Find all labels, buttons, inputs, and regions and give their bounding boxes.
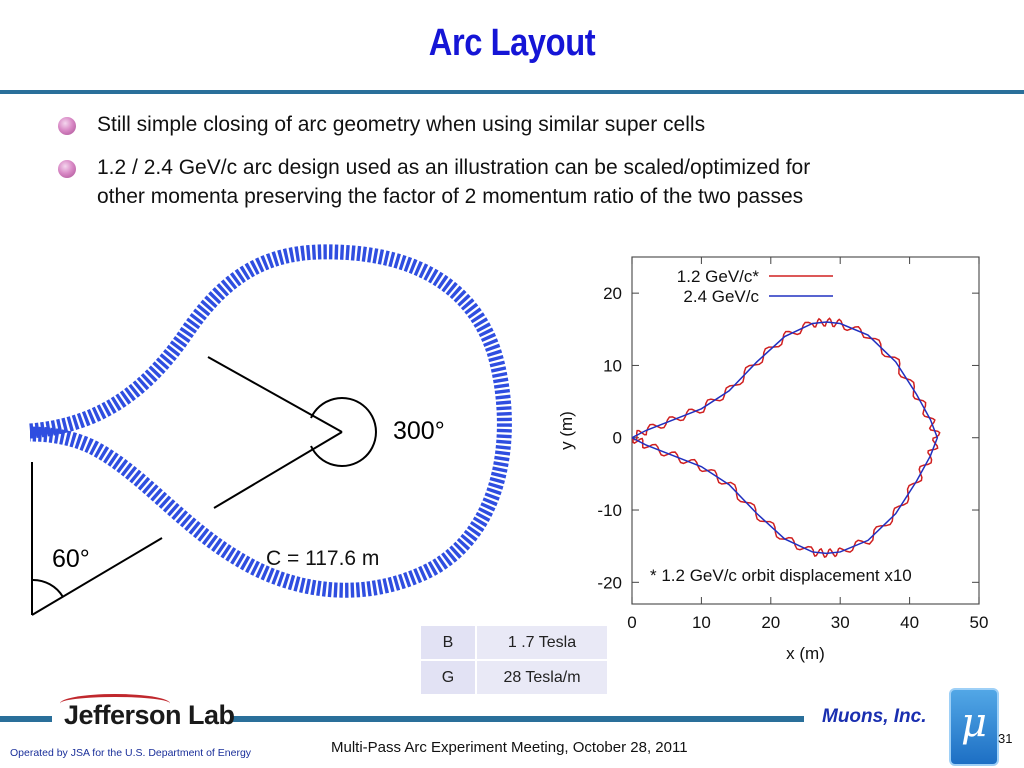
construction-line [208, 357, 342, 432]
angle-label-60: 60° [52, 545, 90, 573]
param-value: 1 .7 Tesla [476, 625, 608, 660]
slide-title: Arc Layout [428, 22, 596, 64]
series-line [632, 318, 940, 557]
y-tick-label: 20 [603, 284, 622, 304]
x-tick-label: 50 [969, 613, 989, 632]
jefferson-lab-logo: Jefferson Lab [64, 700, 235, 730]
x-tick-label: 20 [761, 613, 781, 632]
angle-arc-60 [32, 580, 63, 597]
y-tick-label: 0 [612, 428, 622, 448]
legend-label: 2.4 GeV/c [683, 287, 759, 306]
y-axis-label: y (m) [557, 411, 576, 450]
angle-label-300: 300° [393, 417, 445, 445]
x-tick-label: 10 [691, 613, 711, 632]
construction-line [214, 432, 342, 508]
magnet-parameters-table [419, 624, 609, 696]
meeting-info: Multi-Pass Arc Experiment Meeting, October 28, 2011 [331, 739, 688, 756]
page-number: 31 [998, 731, 1013, 746]
y-tick-label: 10 [603, 356, 622, 376]
bullet-text-3: other momenta preserving the factor of 2 momentum ratio of the two passes [97, 185, 804, 208]
x-tick-label: 30 [830, 613, 850, 632]
x-axis-label: x (m) [786, 644, 825, 663]
chart-annotation: * 1.2 GeV/c orbit displacement x10 [650, 566, 912, 585]
y-tick-label: -20 [597, 573, 622, 593]
x-tick-label: 40 [900, 613, 920, 632]
legend-label: 1.2 GeV/c* [676, 267, 759, 286]
muons-inc-name: Muons, Inc. [822, 706, 927, 727]
footer-rule-right [232, 716, 804, 722]
series-line [632, 322, 937, 553]
x-tick-label: 0 [627, 613, 637, 632]
y-tick-label: -10 [597, 501, 622, 521]
param-symbol: G [420, 660, 476, 695]
param-value: 28 Tesla/m [476, 660, 608, 695]
angle-construction-lines [32, 357, 376, 615]
table-row [420, 660, 608, 695]
muons-mu-logo-icon [949, 688, 999, 766]
bullet-text-2: 1.2 / 2.4 GeV/c arc design used as an illustration can be scaled/optimized for [97, 156, 811, 179]
angle-arc-300 [311, 398, 376, 466]
param-symbol: B [420, 625, 476, 660]
bullet-icon [58, 160, 76, 178]
plot-frame [632, 257, 979, 604]
circumference-label: C = 117.6 m [266, 547, 380, 570]
operated-by-text: Operated by JSA for the U.S. Department of Energy [10, 747, 252, 759]
table-row [420, 625, 608, 660]
footer-rule-left [0, 716, 52, 722]
bullet-icon [58, 117, 76, 135]
title-divider [0, 90, 1024, 94]
bullet-text-1: Still simple closing of arc geometry when using similar super cells [97, 113, 706, 136]
mu-glyph: μ [961, 700, 987, 746]
